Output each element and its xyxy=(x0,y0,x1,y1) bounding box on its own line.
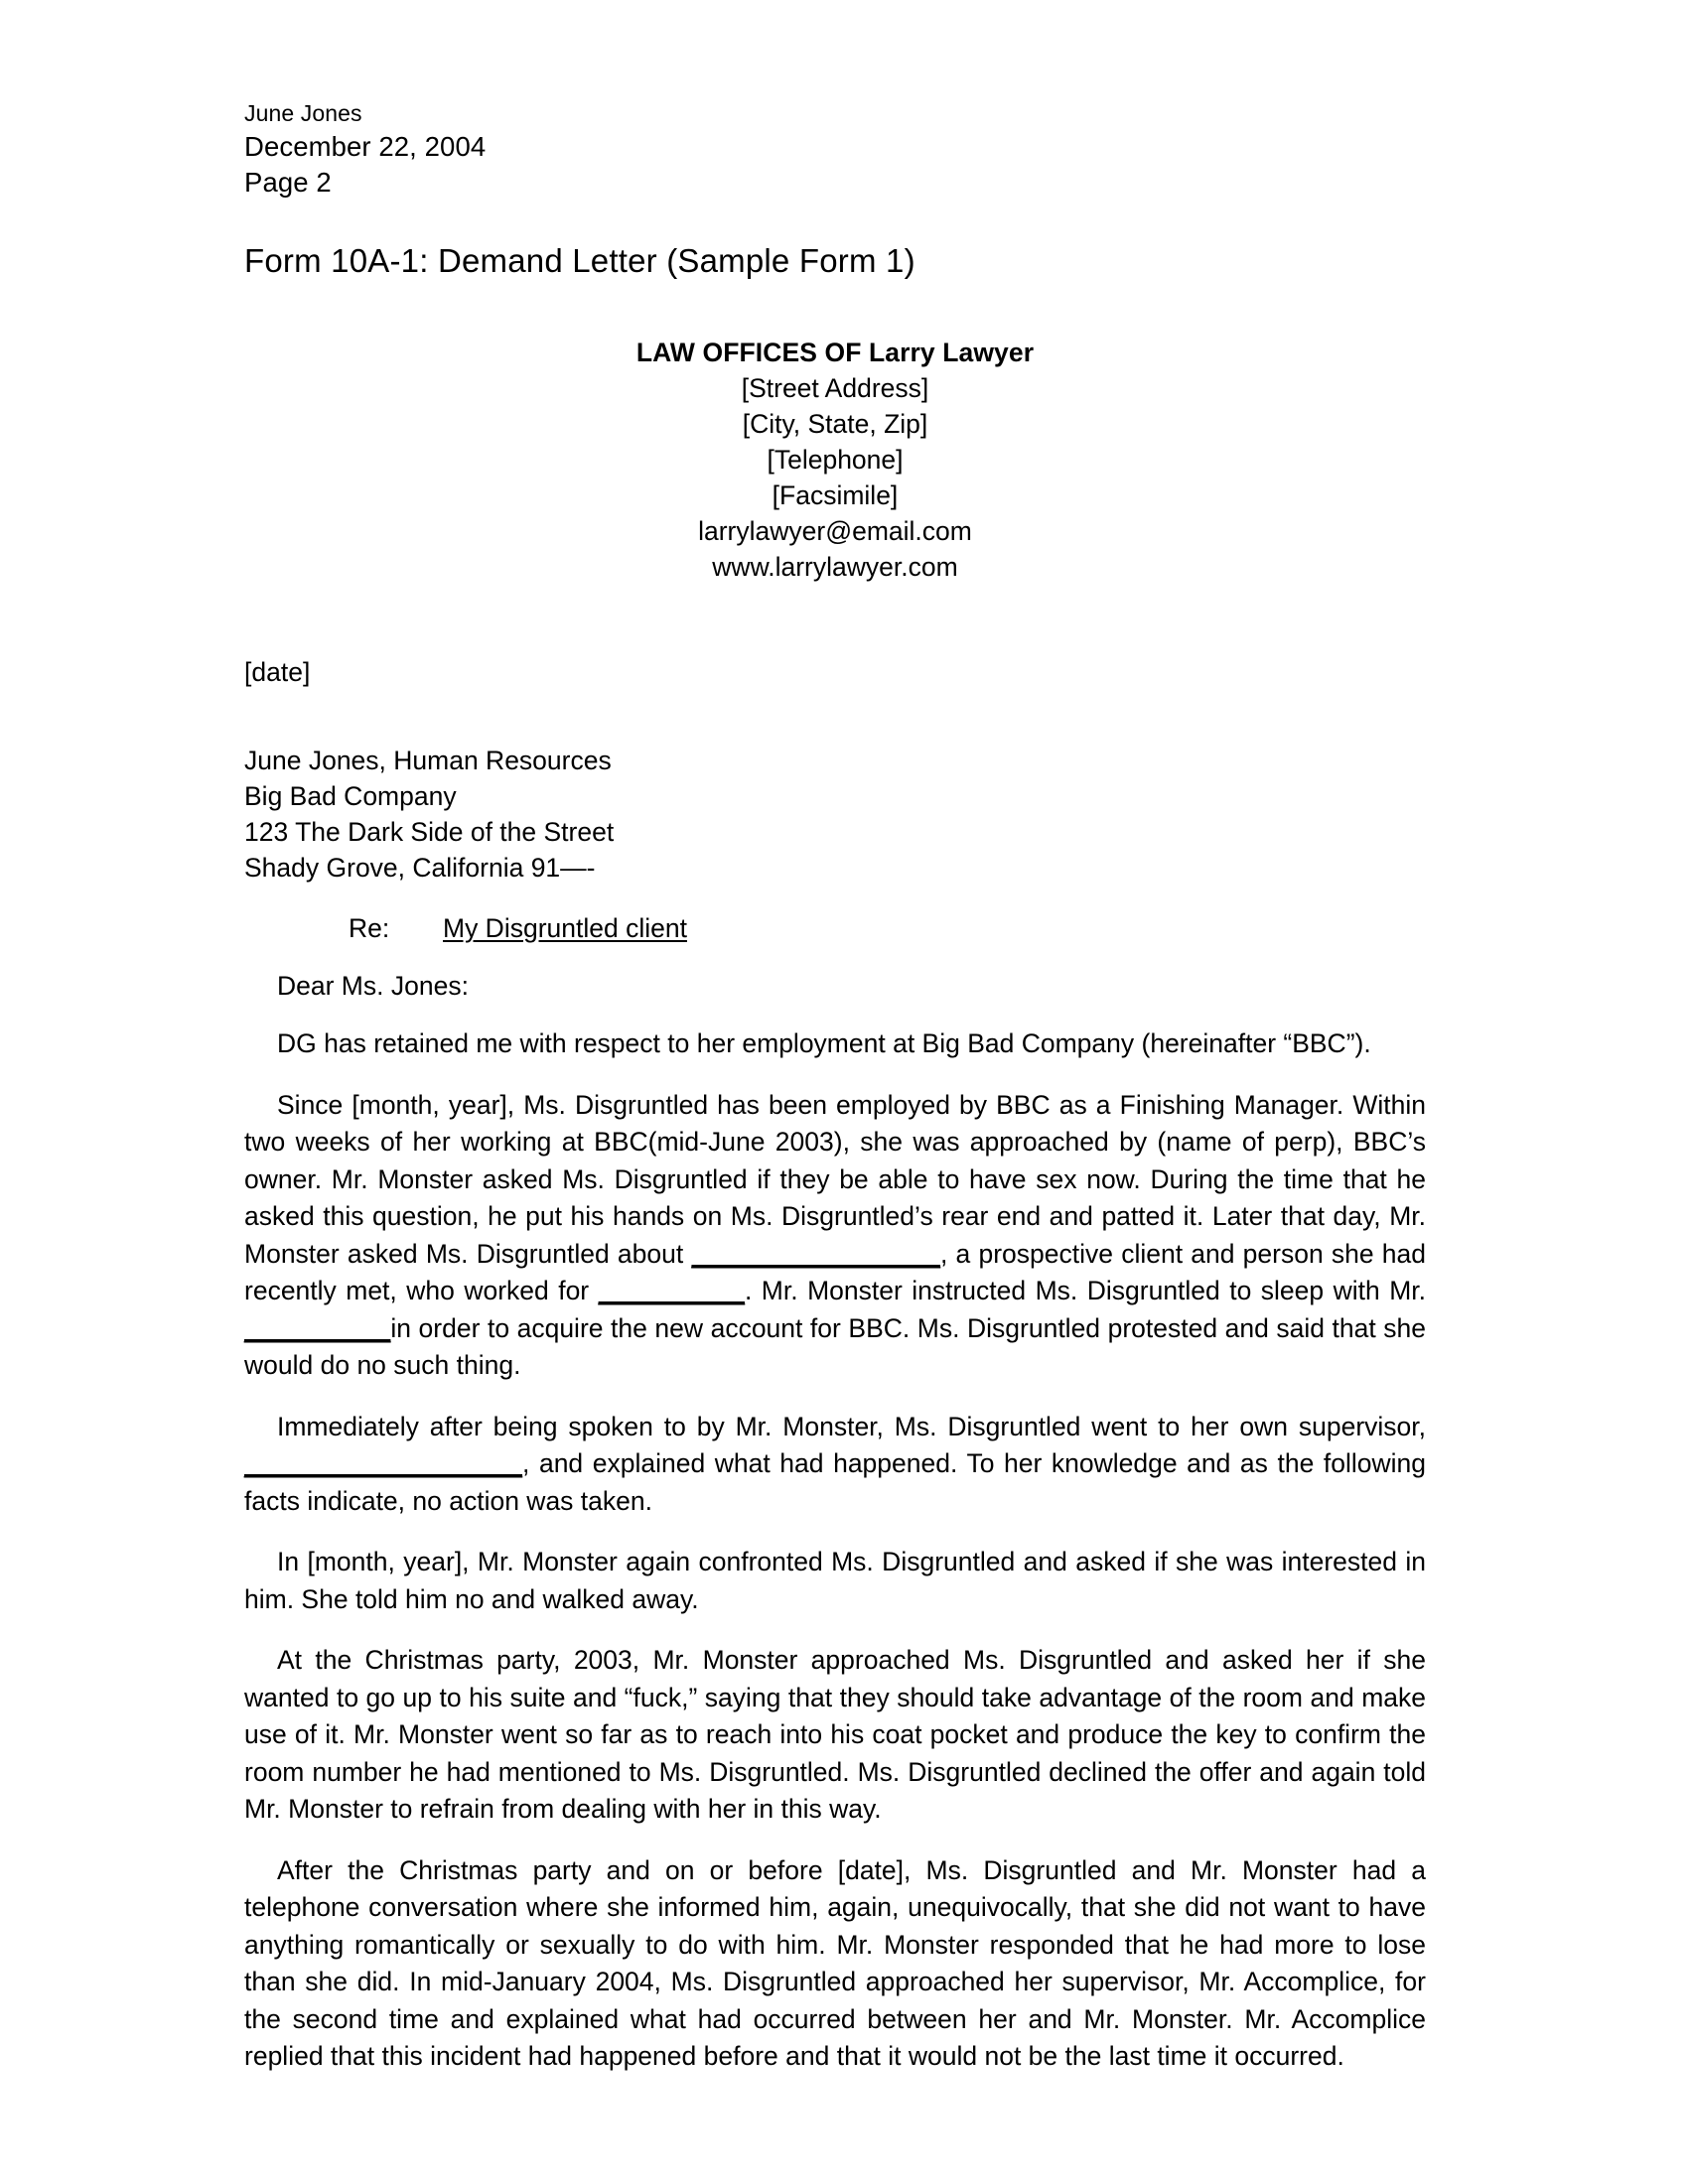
salutation: Dear Ms. Jones: xyxy=(277,971,469,1002)
paragraph-2-text-c: . Mr. Monster instructed Ms. Disgruntled to sleep with Mr. xyxy=(744,1276,1426,1306)
running-header-page-number: Page 2 xyxy=(244,166,332,198)
recipient-name-title: June Jones, Human Resources xyxy=(244,745,612,775)
letterhead-website: www.larrylawyer.com xyxy=(712,551,958,582)
paragraph-3-text-b: , and explained what had happened. To her knowledge and as the following facts indicate, no action was taken. xyxy=(244,1448,1426,1516)
fill-in-blank-person-name[interactable]: __________ xyxy=(244,1312,391,1343)
form-title: Form 10A-1: Demand Letter (Sample Form 1) xyxy=(244,242,915,280)
re-label: Re: xyxy=(349,913,390,944)
recipient-company: Big Bad Company xyxy=(244,780,457,811)
letterhead-block xyxy=(244,336,1426,585)
fill-in-blank-employer[interactable]: __________ xyxy=(598,1276,745,1306)
document-content-column xyxy=(244,0,1426,2076)
letterhead-email: larrylawyer@email.com xyxy=(698,515,972,546)
body-paragraph-1: DG has retained me with respect to her employment at Big Bad Company (hereinafter “BBC”). xyxy=(277,1028,1371,1059)
paragraph-3-text-a: Immediately after being spoken to by Mr. Monster, Ms. Disgruntled went to her own supervisor, xyxy=(277,1411,1426,1441)
paragraph-2-text-d: in order to acquire the new account for BBC. Ms. Disgruntled protested and said that she would do no such thing. xyxy=(244,1312,1426,1381)
recipient-address-block xyxy=(244,743,1426,887)
body-paragraph-6: After the Christmas party and on or before [date], Ms. Disgruntled and Mr. Monster had a telephone conversation where she informed him, again, unequivocally, that she did not want to have anything romantically or sexually to do with him. Mr. Monster responded that he had more to lose than she did. In mid-January 2004, Ms. Disgruntled approached her supervisor, Mr. Accomplice, for the second time and explained what had occurred between her and Mr. Monster. Mr. Accomplice replied that this incident had happened before and that it would not be the last time it occurred. xyxy=(244,1854,1426,2072)
re-subject: My Disgruntled client xyxy=(443,913,687,944)
recipient-street: 123 The Dark Side of the Street xyxy=(244,817,615,848)
running-header-date: December 22, 2004 xyxy=(244,130,487,162)
fill-in-blank-prospective-client[interactable]: _________________ xyxy=(691,1238,940,1269)
paragraph-2-text-a: Since [month, year], Ms. Disgruntled has been employed by BBC as a Finishing Manager. Within two weeks of her working at BBC(mid-June 2003), she was approached by (name of perp), BBC’s owner. Mr. Monster asked Ms. Disgruntled if they be able to have sex now. During the time that he asked this question, he put his hands on Ms. Disgruntled’s rear end and patted it. Later that day, Mr. Monster asked Ms. Disgruntled about xyxy=(244,1089,1426,1269)
body-paragraph-4: In [month, year], Mr. Monster again confronted Ms. Disgruntled and asked if she was interested in him. She told him no and walked away. xyxy=(244,1547,1426,1614)
recipient-city-state-zip: Shady Grove, California 91—- xyxy=(244,853,596,884)
letterhead-telephone: [Telephone] xyxy=(767,445,904,476)
running-header-name: June Jones xyxy=(244,100,362,126)
fill-in-blank-supervisor-name[interactable]: ___________________ xyxy=(244,1448,523,1479)
letterhead-street-address: [Street Address] xyxy=(741,373,929,404)
body-paragraph-5: At the Christmas party, 2003, Mr. Monster approached Ms. Disgruntled and asked her if she wanted to go up to his suite and “fuck,” saying that they should take advantage of the room and make use of it. Mr. Monster went so far as to reach into his coat pocket and produce the key to confirm the room number he had mentioned to Ms. Disgruntled. Ms. Disgruntled declined the offer and again told Mr. Monster to refrain from dealing with her in this way. xyxy=(244,1645,1426,1825)
paragraph-2-text-b: , a prospective client and person she had recently met, who worked for xyxy=(244,1238,1427,1306)
body-paragraph-2 xyxy=(244,1087,1426,1385)
body-paragraph-3 xyxy=(244,1409,1426,1520)
letterhead-city-state-zip: [City, State, Zip] xyxy=(742,409,928,440)
letterhead-firm-name: LAW OFFICES OF Larry Lawyer xyxy=(635,338,1035,368)
letter-date: [date] xyxy=(244,656,311,687)
letterhead-facsimile: [Facsimile] xyxy=(772,480,899,511)
running-header xyxy=(244,99,1426,200)
re-line xyxy=(244,913,1426,944)
